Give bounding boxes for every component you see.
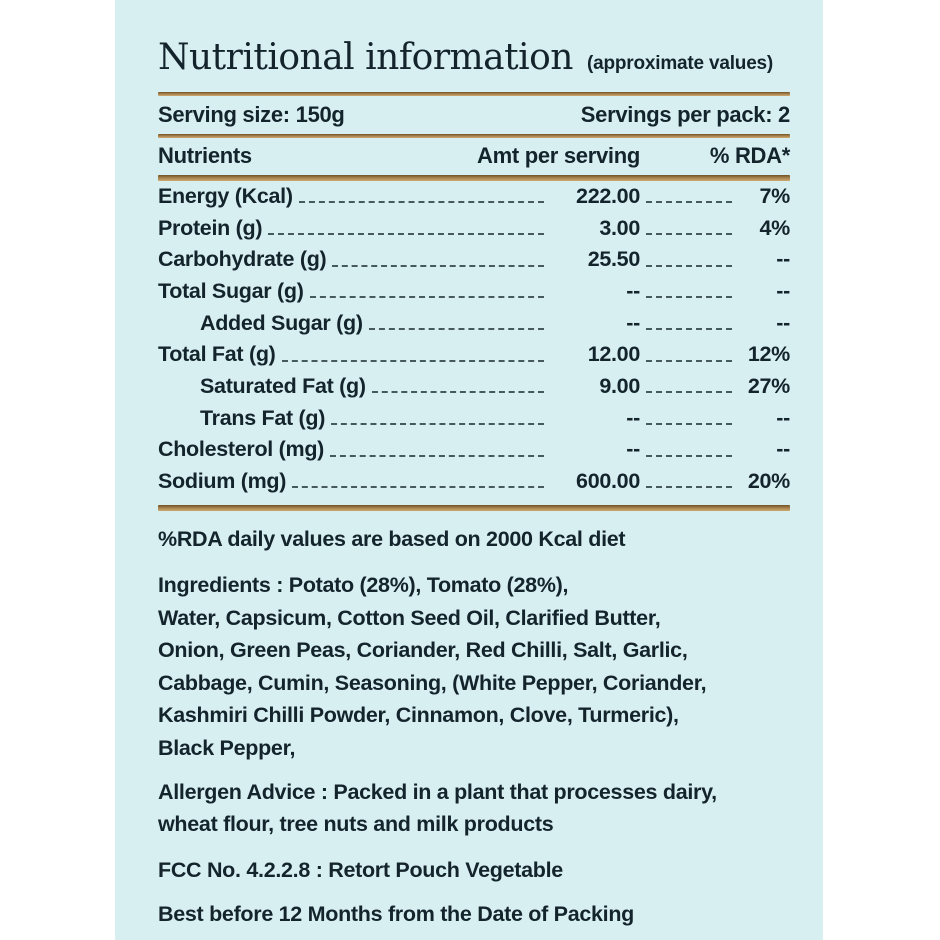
dotted-leader	[310, 296, 544, 298]
dotted-leader	[646, 455, 732, 457]
nutrient-name: Saturated Fat (g)	[200, 374, 366, 399]
dotted-leader	[299, 201, 544, 203]
amount-per-serving-value: --	[626, 279, 640, 303]
nutrition-label-card	[115, 0, 823, 940]
dotted-leader	[646, 328, 732, 330]
rda-percent-value: 20%	[747, 469, 790, 494]
rda-footnote: %RDA daily values are based on 2000 Kcal diet	[158, 527, 626, 552]
table-row	[158, 339, 790, 371]
serving-size-label: Serving size: 150g	[158, 101, 345, 127]
column-header-rda: % RDA*	[709, 143, 790, 169]
dotted-leader	[282, 360, 544, 362]
dotted-leader	[646, 201, 732, 203]
label-content	[115, 0, 823, 927]
table-row	[158, 466, 790, 498]
title-subtitle: (approximate values)	[586, 53, 774, 74]
ingredients-paragraph	[158, 569, 790, 763]
page-title: Nutritional information	[158, 37, 573, 78]
dotted-leader	[331, 423, 544, 425]
nutrients-table	[158, 181, 790, 506]
amount-per-serving-value: 25.50	[587, 247, 640, 272]
ingredients-line: Onion, Green Peas, Coriander, Red Chilli, Salt, Garlic,	[158, 638, 688, 663]
nutrient-name: Trans Fat (g)	[200, 405, 326, 430]
dotted-leader	[268, 233, 544, 235]
table-row	[158, 244, 790, 276]
rda-percent-value: --	[776, 279, 790, 303]
nutrient-name: Energy (Kcal)	[158, 183, 293, 208]
allergen-line: Allergen Advice : Packed in a plant that processes dairy,	[158, 779, 717, 804]
rda-percent-value: 12%	[747, 342, 790, 367]
rda-percent-value: --	[776, 437, 790, 462]
title-row	[158, 0, 790, 78]
dotted-leader	[292, 486, 544, 488]
ingredients-line: Black Pepper,	[158, 735, 296, 760]
amount-per-serving-value: 9.00	[599, 374, 640, 399]
dotted-leader	[646, 233, 732, 235]
table-header-row	[158, 138, 790, 175]
serving-row	[158, 96, 790, 134]
best-before-line: Best before 12 Months from the Date of Packing	[158, 901, 635, 926]
rda-percent-value: --	[776, 310, 790, 335]
nutrient-name: Protein (g)	[158, 215, 263, 240]
fcc-number-line: FCC No. 4.2.2.8 : Retort Pouch Vegetable	[158, 857, 563, 882]
allergen-paragraph	[158, 776, 790, 841]
amount-per-serving-value: 3.00	[599, 215, 640, 240]
table-row	[158, 434, 790, 466]
dotted-leader	[646, 423, 732, 425]
dotted-leader	[646, 265, 732, 267]
dotted-leader	[369, 328, 544, 330]
rda-percent-value: --	[776, 247, 790, 272]
amount-per-serving-value: --	[626, 405, 640, 430]
amount-per-serving-value: 600.00	[576, 469, 640, 494]
rda-percent-value: 7%	[759, 183, 790, 208]
nutrient-name: Total Fat (g)	[158, 342, 276, 367]
ingredients-line: Cabbage, Cumin, Seasoning, (White Pepper, Coriander,	[158, 670, 707, 695]
allergen-line: wheat flour, tree nuts and milk products	[158, 812, 554, 837]
amount-per-serving-value: 222.00	[576, 183, 640, 208]
nutrient-name: Added Sugar (g)	[200, 310, 363, 335]
column-header-amount: Amt per serving	[477, 143, 640, 169]
amount-per-serving-value: --	[626, 437, 640, 462]
dotted-leader	[646, 391, 732, 393]
nutrient-name: Sodium (mg)	[158, 469, 287, 494]
divider-under-table	[158, 505, 790, 511]
dotted-leader	[332, 265, 544, 267]
rda-percent-value: 4%	[759, 215, 790, 240]
dotted-leader	[646, 486, 732, 488]
ingredients-line: Ingredients : Potato (28%), Tomato (28%),	[158, 573, 569, 598]
ingredients-line: Kashmiri Chilli Powder, Cinnamon, Clove, Turmeric),	[158, 703, 679, 728]
table-row	[158, 371, 790, 403]
table-row	[158, 402, 790, 434]
amount-per-serving-value: --	[626, 310, 640, 335]
dotted-leader	[372, 391, 544, 393]
table-row	[158, 212, 790, 244]
ingredients-line: Water, Capsicum, Cotton Seed Oil, Clarified Butter,	[158, 605, 661, 630]
dotted-leader	[330, 455, 544, 457]
amount-per-serving-value: 12.00	[587, 342, 640, 367]
table-row	[158, 181, 790, 213]
rda-percent-value: --	[776, 405, 790, 430]
table-row	[158, 276, 790, 308]
dotted-leader	[646, 360, 732, 362]
servings-per-pack-label: Servings per pack: 2	[580, 101, 790, 127]
nutrient-name: Carbohydrate (g)	[158, 247, 327, 272]
nutrient-name: Cholesterol (mg)	[158, 437, 325, 462]
rda-percent-value: 27%	[747, 374, 790, 399]
column-header-nutrients: Nutrients	[158, 143, 252, 169]
nutrient-name: Total Sugar (g)	[158, 279, 304, 303]
dotted-leader	[646, 296, 732, 298]
table-row	[158, 307, 790, 339]
